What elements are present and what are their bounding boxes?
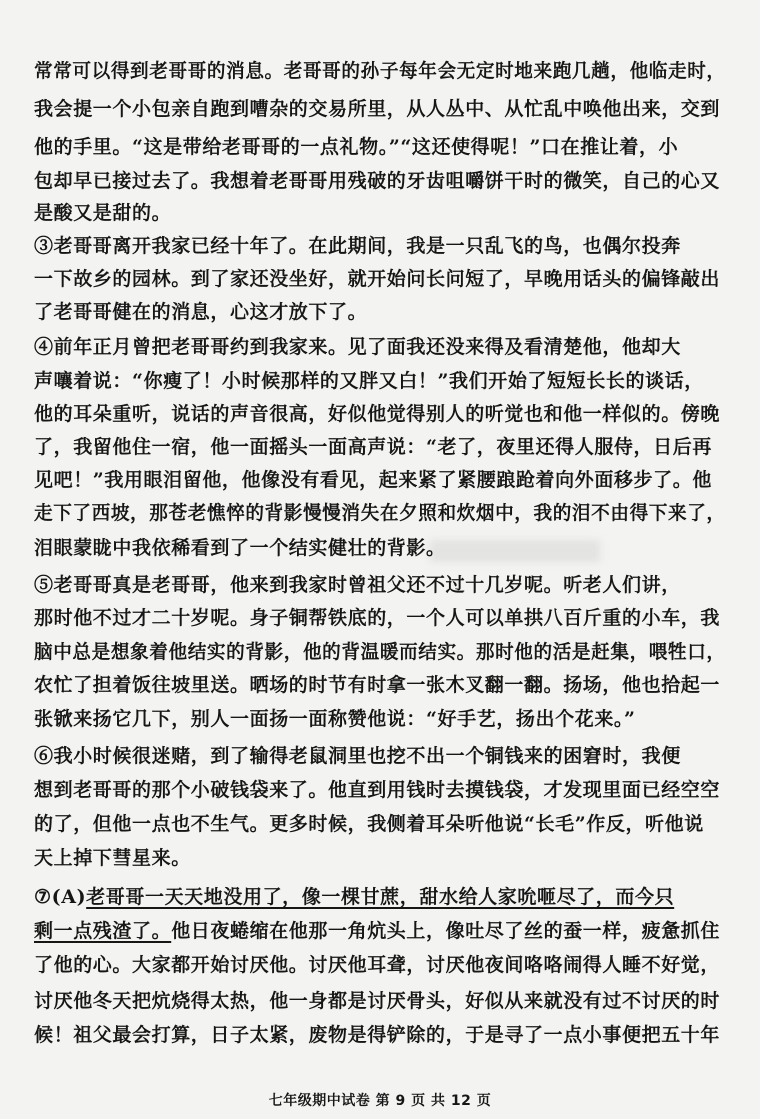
text-line: 包却早已接过去了。我想着老哥哥用残破的牙齿咀嚼饼干时的微笑，自己的心又 <box>34 170 721 192</box>
text-line: 常常可以得到老哥哥的消息。老哥哥的孙子每年会无定时地来跑几趟，他临走时， <box>34 60 726 82</box>
paragraph-number: ⑦ <box>34 886 52 908</box>
text-line: 天上掉下彗星来。 <box>34 847 191 869</box>
text-line: 想到老哥哥的那个小破钱袋来了。他直到用钱时去摸钱袋，才发现里面已经空空 <box>34 779 721 801</box>
paragraph-7-line-2 <box>34 918 720 944</box>
text-span: 他日夜蜷缩在他那一角炕头上，像吐尽了丝的蚕一样，疲惫抓住 <box>171 920 721 942</box>
text-line: 讨厌他冬天把炕烧得太热，他一身都是讨厌骨头，好似从来就没有过不讨厌的时 <box>34 990 721 1012</box>
text-line: 候！祖父最会打算，日子太紧，废物是得铲除的，于是寻了一点小事便把五十年 <box>34 1024 721 1046</box>
paragraph-3-start: ③老哥哥离开我家已经十年了。在此期间，我是一只乱飞的鸟，也偶尔投奔 <box>34 235 681 257</box>
text-line: 了他的心。大家都开始讨厌他。讨厌他耳聋，讨厌他夜间咯咯闹得人睡不好觉， <box>34 954 721 976</box>
underlined-sentence: 老哥哥一天天地没用了，像一棵甘蔗，甜水给人家吮咂尽了，而今只 <box>86 886 675 908</box>
text-line: 走下了西坡，那苍老憔悴的背影慢慢消失在夕照和炊烟中，我的泪不由得下来了， <box>34 502 726 524</box>
text-line: 农忙了担着饭往坡里送。晒场的时节有时拿一张木叉翻一翻。扬场，他也拾起一 <box>34 674 721 696</box>
paragraph-7-line-1 <box>34 884 674 910</box>
page-footer: 七年级期中试卷 第 9 页 共 12 页 <box>268 1093 492 1109</box>
text-line: 的了，但他一点也不生气。更多时候，我侧着耳朵听他说“长毛”作反，听他说 <box>34 813 704 835</box>
text-line: 声嚷着说：“你瘦了！小时候那样的又胖又白！”我们开始了短短长长的谈话， <box>34 370 704 392</box>
text-line: 他的耳朵重听，说话的声音很高，好似他觉得别人的听觉也和他一样似的。傍晚 <box>34 403 721 425</box>
text-line: 是酸又是甜的。 <box>34 202 172 224</box>
annotation-marker: (A) <box>51 886 87 908</box>
text-line: 见吧！”我用眼泪留他，他像没有看见，起来紧了紧腰踉跄着向外面移步了。他 <box>34 469 712 491</box>
underlined-sentence-end: 剩一点残渣了。 <box>34 920 172 942</box>
text-line: 他的手里。“这是带给老哥哥的一点礼物。”“这还使得呢！”口在推让着，小 <box>34 136 679 158</box>
scan-smudge <box>430 540 600 562</box>
text-line: 了，我留他住一宿，他一面摇头一面高声说：“老了，夜里还得人服侍，日后再 <box>34 436 712 458</box>
text-line: 我会提一个小包亲自跑到嘈杂的交易所里，从人丛中、从忙乱中唤他出来，交到 <box>34 98 721 120</box>
text-line: 泪眼蒙眬中我依稀看到了一个结实健壮的背影。 <box>34 537 446 559</box>
paragraph-5-start: ⑤老哥哥真是老哥哥，他来到我家时曾祖父还不过十几岁呢。听老人们讲， <box>34 574 681 596</box>
paragraph-4-start: ④前年正月曾把老哥哥约到我家来。见了面我还没来得及看清楚他，他却大 <box>34 336 681 358</box>
text-line: 一下故乡的园林。到了家还没坐好，就开始问长问短了，早晚用话头的偏锋敲出 <box>34 268 721 290</box>
text-line: 那时他不过才二十岁呢。身子铜帮铁底的，一个人可以单拱八百斤重的小车，我 <box>34 607 721 629</box>
text-line: 脑中总是想象着他结实的背影，他的背温暖而结实。那时他的活是赶集，喂牲口， <box>34 641 726 663</box>
paragraph-6-start: ⑥我小时候很迷赌，到了输得老鼠洞里也挖不出一个铜钱来的困窘时，我便 <box>34 745 681 767</box>
text-line: 张锨来扬它几下，别人一面扬一面称赞他说：“好手艺，扬出个花来。” <box>34 708 636 730</box>
text-line: 了老哥哥健在的消息，心这才放下了。 <box>34 301 368 323</box>
